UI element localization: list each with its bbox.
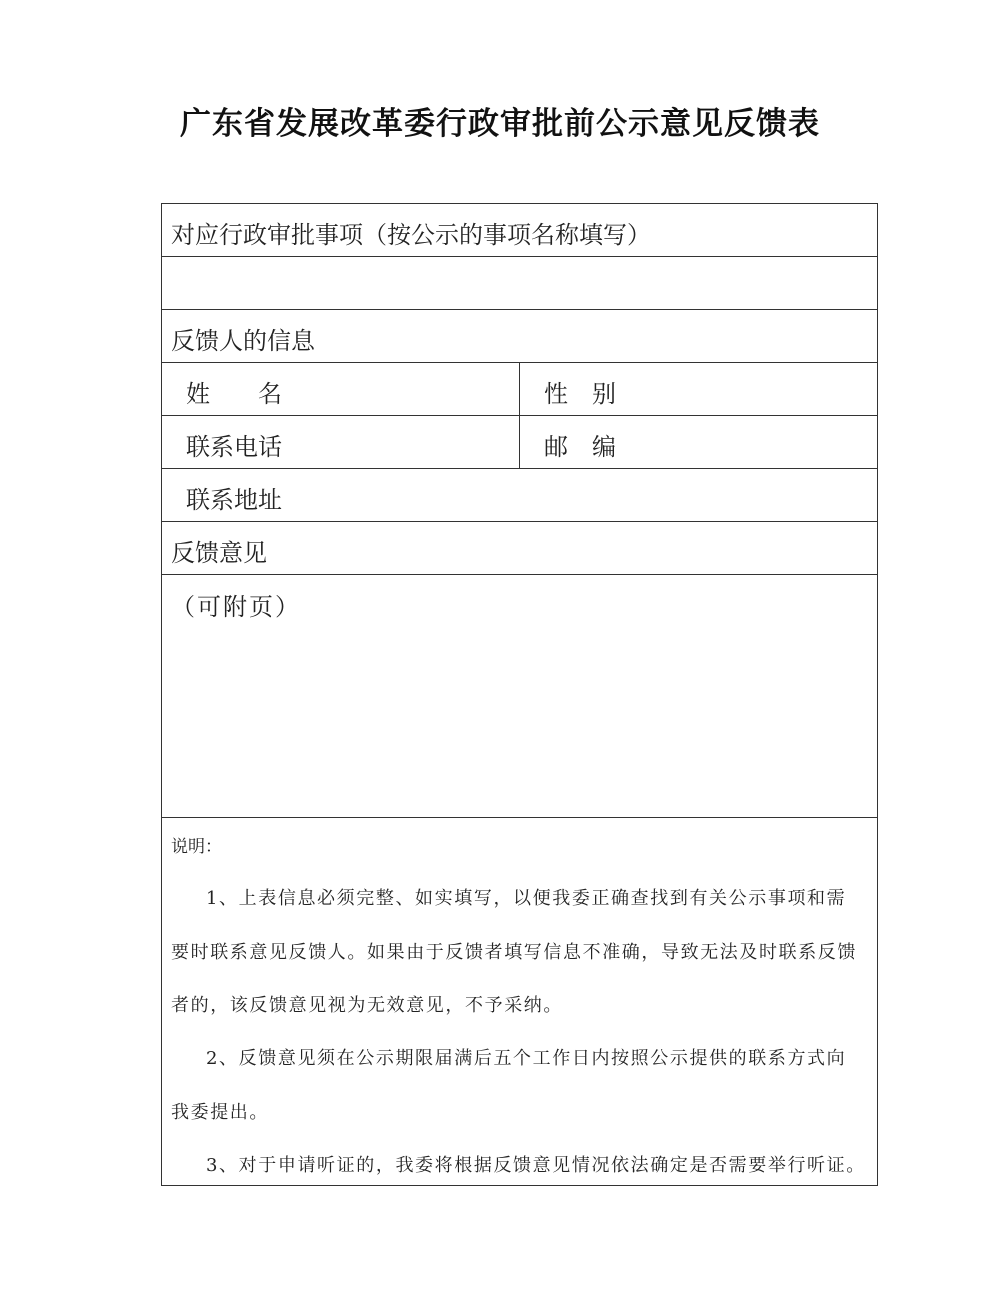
- phone-postcode-row: [162, 416, 877, 469]
- note-line: 3、对于申请听证的，我委将根据反馈意见情况依法确定是否需要举行听证。: [206, 1155, 866, 1176]
- address-row[interactable]: [162, 469, 877, 522]
- feedback-textarea[interactable]: [162, 575, 877, 818]
- page-title: 广东省发展改革委行政审批前公示意见反馈表: [180, 106, 820, 142]
- name-gender-row: [162, 363, 877, 416]
- note-line: 2、反馈意见须在公示期限届满后五个工作日内按照公示提供的联系方式向: [206, 1048, 847, 1069]
- note-line: 要时联系意见反馈人。如果由于反馈者填写信息不准确，导致无法及时联系反馈: [171, 942, 857, 963]
- approval-item-field[interactable]: [162, 257, 877, 310]
- postcode-field[interactable]: [520, 416, 877, 468]
- feedback-form-table: [161, 203, 878, 1186]
- approval-item-label: 对应行政审批事项（按公示的事项名称填写）: [171, 221, 651, 249]
- address-label: 联系地址: [186, 486, 282, 514]
- note-line: 者的，该反馈意见视为无效意见，不予采纳。: [171, 995, 563, 1016]
- name-field[interactable]: [162, 363, 519, 415]
- approval-item-label-row: [162, 204, 877, 257]
- gender-field[interactable]: [520, 363, 877, 415]
- gender-label: 性 别: [544, 380, 616, 408]
- feedback-person-label: 反馈人的信息: [171, 327, 315, 355]
- note-line: 我委提出。: [171, 1102, 269, 1123]
- feedback-person-heading-row: [162, 310, 877, 363]
- feedback-heading-row: [162, 522, 877, 575]
- postcode-label: 邮 编: [544, 433, 616, 461]
- notes-section: [162, 818, 877, 1185]
- notes-heading: 说明：: [171, 837, 222, 857]
- note-line: 1、上表信息必须完整、如实填写，以便我委正确查找到有关公示事项和需: [206, 888, 847, 909]
- phone-label: 联系电话: [186, 433, 282, 461]
- phone-field[interactable]: [162, 416, 519, 468]
- feedback-hint: （可附页）: [171, 593, 301, 621]
- feedback-label: 反馈意见: [171, 539, 267, 567]
- name-label: 姓 名: [186, 380, 282, 408]
